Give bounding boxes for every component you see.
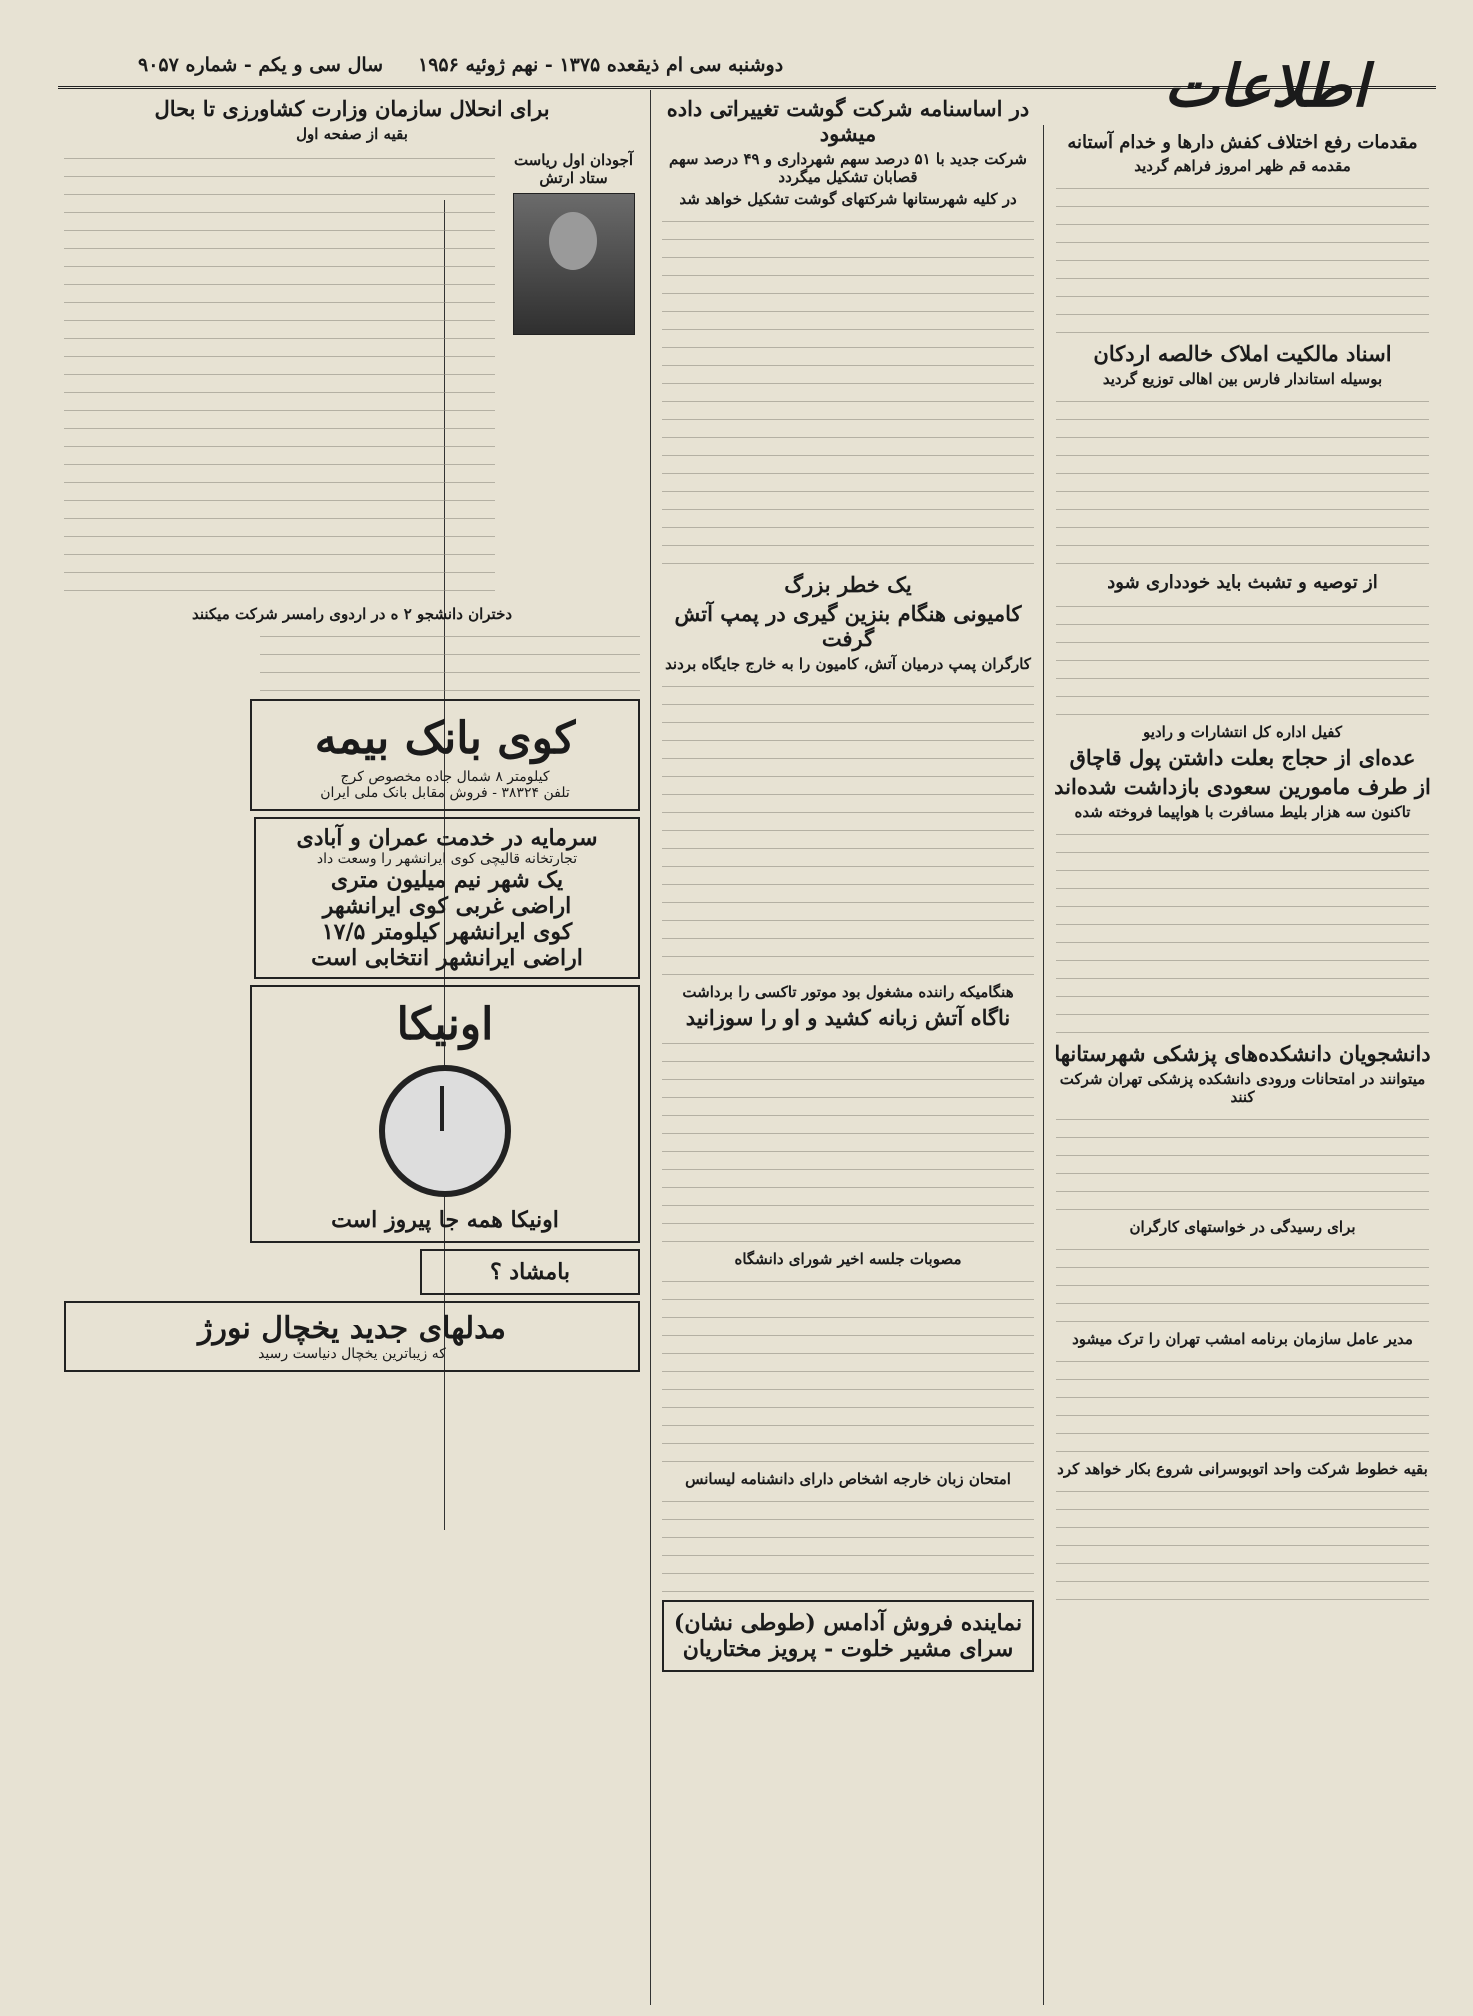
gum-ad bbox=[662, 1600, 1034, 1672]
column-divider bbox=[650, 90, 651, 2005]
bamshad-ad bbox=[420, 1249, 640, 1295]
newspaper-logo: اطلاعات bbox=[1164, 52, 1368, 120]
headline: ناگاه آتش زبانه کشید و او را سوزانید bbox=[685, 1005, 1011, 1030]
column-divider bbox=[1043, 125, 1044, 2005]
headline: برای رسیدگی در خواستهای کارگران bbox=[1129, 1218, 1356, 1236]
bamshad-title: بامشاد ؟ bbox=[489, 1259, 571, 1285]
headline: از توصیه و تشبث باید خودداری شود bbox=[1107, 572, 1378, 593]
photo-box bbox=[501, 147, 646, 601]
iranshahr-title: سرمایه در خدمت عمران و آبادی bbox=[296, 825, 598, 851]
headline: مدیر عامل سازمان برنامه امشب تهران را ترک میشود bbox=[1072, 1330, 1413, 1348]
photo-caption: آجودان اول ریاست ستاد ارتش bbox=[513, 151, 634, 187]
iranshahr-line: یک شهر نیم میلیون متری bbox=[330, 867, 564, 893]
issue-line: سال سی و یکم - شماره ۹۰۵۷ bbox=[138, 54, 384, 76]
onika-ad bbox=[250, 985, 640, 1243]
headline: در اساسنامه شرکت گوشت تغییراتی داده میشود bbox=[666, 96, 1030, 146]
headline: مصوبات جلسه اخیر شورای دانشگاه bbox=[734, 1250, 962, 1268]
subheadline: بوسیله استاندار فارس بین اهالی توزیع گردید bbox=[1102, 370, 1383, 388]
headline: دختران دانشجو ۲ ه در اردوی رامسر شرکت میکنند bbox=[191, 605, 513, 623]
headline: یک خطر بزرگ bbox=[784, 572, 912, 597]
subheadline: تاکنون سه هزار بلیط مسافرت با هواپیما فروخته شده bbox=[1074, 803, 1411, 821]
right-column bbox=[1050, 128, 1435, 2008]
left-area bbox=[58, 92, 646, 2002]
date-line: دوشنبه سی ام ذیقعده ۱۳۷۵ - نهم ژوئیه ۱۹۵۶ bbox=[418, 54, 784, 76]
middle-column bbox=[656, 92, 1040, 2002]
headline: برای انحلال سازمان وزارت کشاورزی تا بحال bbox=[154, 96, 550, 121]
fridge-sub: که زیباترین یخچال دنیاست رسید bbox=[258, 1346, 446, 1362]
iranshahr-ad bbox=[254, 817, 640, 979]
bank-bimeh-ad bbox=[250, 699, 640, 811]
headline: بقیه خطوط شرکت واحد اتوبوسرانی شروع بکار خواهد کرد bbox=[1057, 1460, 1428, 1478]
iranshahr-line: تجارتخانه قالیچی کوی ایرانشهر را وسعت داد bbox=[316, 851, 578, 867]
bank-bimeh-sub: کیلومتر ۸ شمال جاده مخصوص کرج bbox=[340, 769, 550, 785]
iranshahr-line: اراضی ایرانشهر انتخابی است bbox=[311, 945, 583, 971]
bank-bimeh-tel: تلفن ۳۸۳۲۴ - فروش مقابل بانک ملی ایران bbox=[320, 785, 570, 801]
headline: کامیونی هنگام بنزین گیری در پمپ آتش گرفت bbox=[674, 601, 1022, 651]
subheadline: در کلیه شهرستانها شرکتهای گوشت تشکیل خواهد شد bbox=[679, 190, 1017, 208]
subheadline: میتوانند در امتحانات ورودی دانشکده پزشکی تهران شرکت کنند bbox=[1059, 1070, 1426, 1106]
headline: عده‌ای از حجاج بعلت داشتن پول قاچاق bbox=[1069, 745, 1416, 770]
iranshahr-line: اراضی غربی کوی ایرانشهر bbox=[322, 893, 572, 919]
headline: هنگامیکه راننده مشغول بود موتور تاکسی را برداشت bbox=[682, 983, 1014, 1001]
onika-title: اونیکا bbox=[396, 999, 494, 1050]
subheadline: بقیه از صفحه اول bbox=[296, 125, 408, 143]
subheadline: شرکت جدید با ۵۱ درصد سهم شهرداری و ۴۹ درصد سهم قصابان تشکیل میگردد bbox=[669, 150, 1027, 186]
headline: از طرف مامورین سعودی بازداشت شده‌اند bbox=[1054, 774, 1431, 799]
gum-ad-title: نماینده فروش آدامس (طوطی نشان) bbox=[673, 1610, 1023, 1636]
subheadline: کارگران پمپ درمیان آتش، کامیون را به خارج جایگاه بردند bbox=[665, 655, 1031, 673]
fridge-title: مدلهای جدید یخچال نورژ bbox=[198, 1311, 506, 1346]
headline: مقدمات رفع اختلاف کفش دارها و خدام آستانه bbox=[1067, 132, 1418, 153]
onika-sub: اونیکا همه جا پیروز است bbox=[331, 1207, 559, 1233]
iranshahr-line: کوی ایرانشهر کیلومتر ۱۷/۵ bbox=[321, 919, 573, 945]
headline: اسناد مالکیت املاک خالصه اردکان bbox=[1093, 341, 1392, 366]
subheadline: مقدمه قم ظهر امروز فراهم گردید bbox=[1134, 157, 1351, 175]
officer-photo bbox=[513, 193, 635, 335]
headline: دانشجویان دانشکده‌های پزشکی شهرستانها bbox=[1054, 1041, 1431, 1066]
watch-image bbox=[379, 1065, 511, 1197]
headline: کفیل اداره کل انتشارات و رادیو bbox=[1143, 723, 1342, 741]
bank-bimeh-title: کوی بانک بیمه bbox=[314, 713, 576, 764]
headline: امتحان زبان خارجه اشخاص دارای دانشنامه لیسانس bbox=[685, 1470, 1011, 1488]
gum-ad-sub: سرای مشیر خلوت - پرویز مختاریان bbox=[682, 1636, 1014, 1662]
fridge-ad bbox=[64, 1301, 640, 1372]
